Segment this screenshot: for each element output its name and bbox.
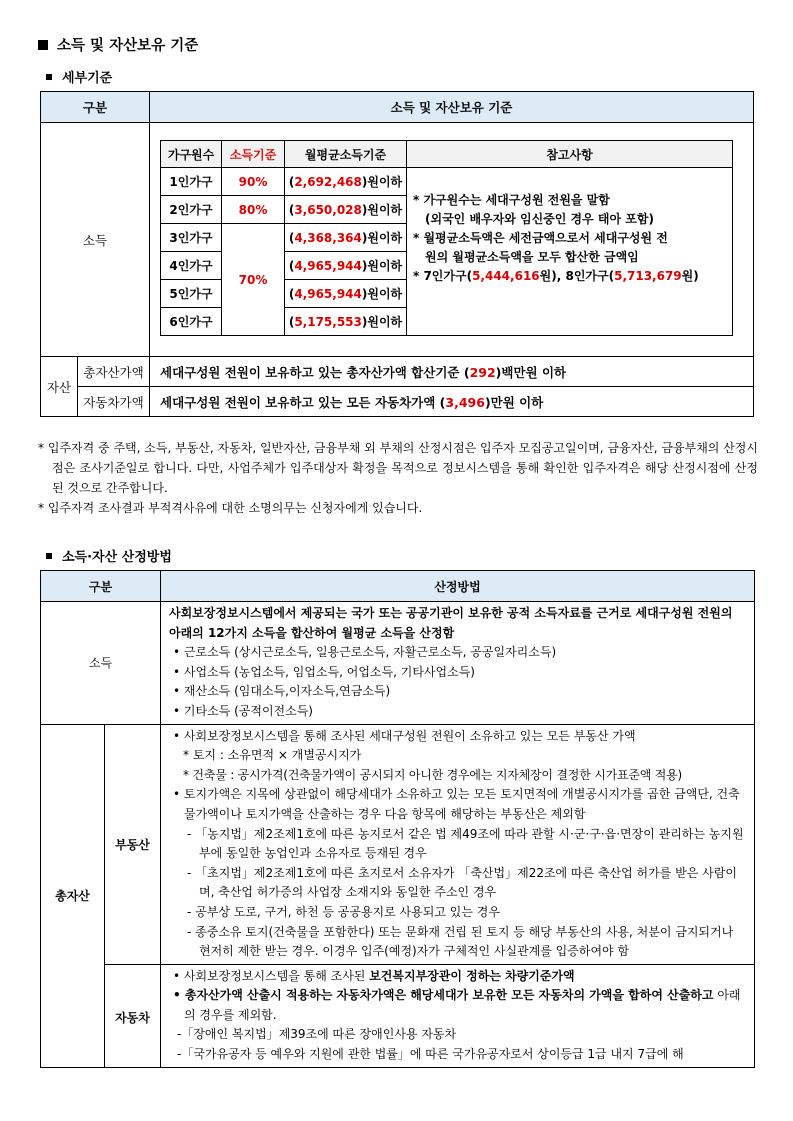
car-criteria: 세대구성원 전원이 보유하고 있는 모든 자동차가액 (3,496)만원 이하 [150, 387, 754, 417]
income-method: 사회보장정보시스템에서 제공되는 국가 또는 공공기관이 보유한 공적 소득자료를 근거로 세대구성원 전원의 아래의 12가지 소득을 합산하여 월평균 소득을 산정함 • 근로소득 (상시근로소득, 일용근로소득, 자활근로소득, 공공일자리소득) • 사업소득 (농업소득, 임업소득, 어업소득, 기타사업소득) • 재산소득 (임대소득,이자소득,연금소득) • 기타소득 (공적이전소득) [161, 602, 755, 725]
real-estate-method: • 사회보장정보시스템을 통해 조사된 세대구성원 전원이 소유하고 있는 모든 부동산 가액 * 토지 : 소유면적 × 개별공시지가 * 건축물 : 공시가격(건축물가액이 공시되지 아니한 경우에는 지자체장이 결정한 시가표준액 적용) • 토지가액은 지목에 상관없이 해당세대가 소유하고 있는 모든 토지면적에 개별공시지가를 곱한 금액단, 건축물가액이나 토지가액을 산출하는 경우 다음 항목에 해당하는 부동산은 제외함 - 「농지법」제2조제1호에 따른 농지로서 같은 법 제49조에 따라 관할 시·군·구·읍·면장이 관리하는 농지원부에 동일한 농업인과 소유자로 등재된 경우 - 「초지법」제2조제1호에 따른 초지로서 소유자가 「축산법」제22조에 따른 축산업 허가를 받은 사람이며, 축산업 허가증의 사업장 소재지와 동일한 주소인 경우 - 공부상 도로, 구거, 하천 등 공공용지로 사용되고 있는 경우 - 종중소유 토지(건축물을 포함한다) 또는 문화재 건립 된 토지 등 해당 부동산의 사용, 처분이 금지되거나 현저히 제한 받는 경우. 이경우 입주(예정)자가 구체적인 사실관계를 입증하여야 함 [161, 724, 755, 964]
car-label: 자동차가액 [78, 387, 150, 417]
table-row: 3인가구 70% (4,368,364)원이하 [161, 224, 733, 252]
header-method: 산정방법 [161, 571, 755, 602]
total-assets-label: 총자산 [41, 724, 105, 1067]
square-bullet-icon [46, 74, 52, 80]
footnotes [38, 438, 758, 518]
asset-label: 자산 [41, 357, 78, 417]
footnote: * 입주자격 조사결과 부적격사유에 대한 소명의무는 신청자에게 있습니다. [38, 501, 423, 515]
table-row: 2인가구 80% (3,650,028)원이하 [161, 196, 733, 224]
table-row: 6인가구 (5,175,553)원이하 [161, 308, 733, 336]
table-row: 5인가구 (4,965,944)원이하 [161, 280, 733, 308]
reference-notes: * 가구원수는 세대구성원 전원을 말함 (외국인 배우자와 임신중인 경우 태아 포함) * 월평균소득액은 세전금액으로서 세대구성원 전 원의 월평균소득액을 모두 합산한 금액임 * 7인가구(5,444,616원), 8인가구(5,713,679원) [407, 168, 733, 336]
method-table [40, 570, 755, 1068]
inner-header-amount: 월평균소득기준 [285, 141, 407, 168]
page-title: 소득 및 자산보유 기준 [38, 34, 198, 55]
income-table [160, 140, 733, 336]
section-heading-detail: 세부기준 [46, 67, 112, 86]
income-label: 소득 [41, 602, 161, 725]
table-row: 1인가구 90% (2,692,468)원이하 * 가구원수는 세대구성원 전원을 말함 (외국인 배우자와 임신중인 경우 태아 포함) * 월평균소득액은 세전금액으로서 세대구성원 전 원의 월평균소득액을 모두 합산한 금액임 * 7인가구(5,444,616원), 8인가구(5,713,679원) [161, 168, 733, 196]
car-method: • 사회보장정보시스템을 통해 조사된 보건복지부장관이 정하는 차량기준가액 • 총자산가액 산출시 적용하는 자동차가액은 해당세대가 보유한 모든 자동차의 가액을 합하여 산출하고 아래의 경우를 제외함. -「장애인 복지법」제39조에 따른 장애인사용 자동차 -「국가유공자 등 예우와 지원에 관한 법률」에 따른 국가유공자로서 상이등급 1급 내지 7급에 해 [161, 964, 755, 1067]
inner-header-notes: 참고사항 [407, 141, 733, 168]
total-assets-label: 총자산가액 [78, 357, 150, 387]
header-criteria: 소득 및 자산보유 기준 [150, 92, 754, 123]
square-bullet-icon [46, 553, 52, 559]
square-bullet-icon [38, 40, 48, 50]
inner-header-size: 가구원수 [161, 141, 222, 168]
car-label: 자동차 [105, 964, 161, 1067]
section-heading-method: 소득·자산 산정방법 [46, 546, 172, 565]
table-row: 4인가구 (4,965,944)원이하 [161, 252, 733, 280]
header-category: 구분 [41, 92, 150, 123]
header-category: 구분 [41, 571, 161, 602]
total-assets-criteria: 세대구성원 전원이 보유하고 있는 총자산가액 합산기준 (292)백만원 이하 [150, 357, 754, 387]
inner-header-pct: 소득기준 [222, 141, 285, 168]
footnote: * 입주자격 중 주택, 소득, 부동산, 자동차, 일반자산, 금융부채 외 부채의 산정시점은 입주자 모집공고일이며, 금융자산, 금융부채의 산정시점은 조사기준일로 합니다. 다만, 사업주체가 입주대상자 확정을 목적으로 정보시스템을 통해 확인한 입주자격은 해당 산정시점에 산정된 것으로 간주합니다. [38, 441, 758, 495]
income-label: 소득 [41, 123, 150, 357]
real-estate-label: 부동산 [105, 724, 161, 964]
